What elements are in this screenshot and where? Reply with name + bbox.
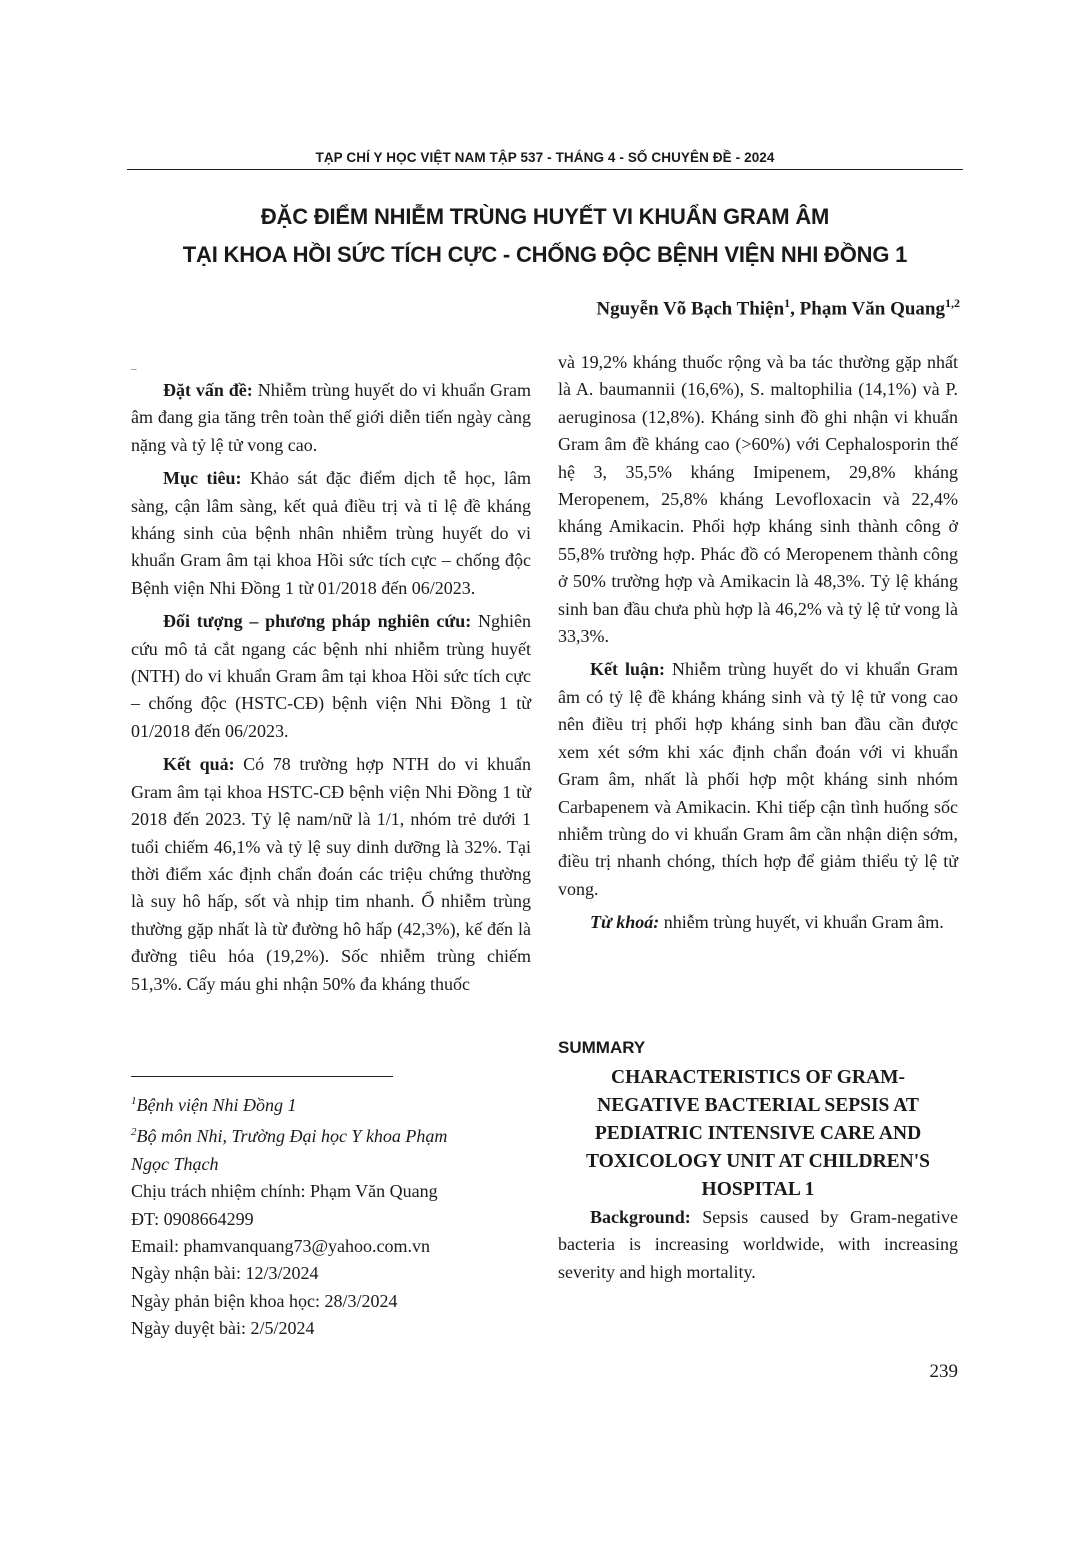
- footnote-rule: [131, 1076, 393, 1077]
- abstract-left-column: [131, 377, 531, 1004]
- abstract-objective: [131, 465, 531, 602]
- authors: [596, 296, 960, 320]
- affiliation-2: $^2$Bộ môn Nhi, Trường Đại học Y khoa Phạm: [131, 1126, 448, 1147]
- title-line-1: ĐẶC ĐIỂM NHIỄM TRÙNG HUYẾT VI KHUẨN GRAM ÂM: [260, 204, 830, 229]
- author-2-affiliation: 1,2: [945, 296, 960, 310]
- author-1: Nguyễn Võ Bạch Thiện: [596, 298, 785, 320]
- abstract-right-column: [558, 349, 958, 943]
- summary-background: [558, 1204, 958, 1286]
- methods-text: Nghiên cứu mô tả cắt ngang các bệnh nhi nhiễm trùng huyết (NTH) do vi khuẩn Gram âm tại khoa Hồi sức tích cực – chống độc (HSTC-CĐ) bệnh viện Nhi Đồng 1 từ 01/2018 đến 06/2023.: [131, 611, 531, 741]
- results-text-left: Có 78 trường hợp NTH do vi khuẩn Gram âm tại khoa HSTC-CĐ bệnh viện Nhi Đồng 1 từ 2018 đến 2023. Tỷ lệ nam/nữ là 1/1, nhóm trẻ dưới 1 tuổi chiếm 46,1% và tỷ lệ suy dinh dưỡng là 32%. Tại thời điểm xác định chẩn đoán các triệu chứng thường là suy hô hấp, sốt và nhịp tim nhanh. Ổ nhiễm trùng thường gặp nhất là từ đường hô hấp (42,3%), kế đến là đường tiêu hóa (19,2%). Sốc nhiễm trùng chiếm 51,3%. Cấy máu ghi nhận 50% đa kháng thuốc: [131, 754, 532, 994]
- abstract-results-continued: và 19,2% kháng thuốc rộng và ba tác thường gặp nhất là A. baumannii (16,6%), S. maltophilia (14,1%) và P. aeruginosa (12,8%). Kháng sinh đồ ghi nhận vi khuẩn Gram âm đề kháng cao (>60%) với Cephalosporin thế hệ 3, 35,5% kháng Imipenem, 29,8% kháng Meropenem, 25,8% kháng Levofloxacin và 22,4% kháng Amikacin. Phối hợp kháng sinh thành công ở 55,8% trường hợp. Phác đồ có Meropenem thành công ở 50% trường hợp và Amikacin là 48,3%. Tỷ lệ kháng sinh ban đầu chưa phù hợp là 46,2% và tỷ lệ tử vong là 33,3%.: [558, 352, 958, 647]
- summary-title-line-4: TOXICOLOGY UNIT AT CHILDREN'S: [585, 1151, 931, 1172]
- keywords-text: nhiễm trùng huyết, vi khuẩn Gram âm.: [659, 912, 944, 933]
- summary-body: [558, 1204, 958, 1286]
- conclusion-label: Kết luận:: [590, 659, 666, 680]
- methods-label: Đối tượng – phương pháp nghiên cứu:: [163, 611, 472, 632]
- abstract-dash: –: [131, 363, 137, 375]
- author-1-affiliation: 1: [784, 296, 791, 310]
- results-label: Kết quả:: [163, 754, 235, 775]
- page-number: 239: [929, 1361, 958, 1382]
- corresponding-author: Chịu trách nhiệm chính: Phạm Văn Quang: [131, 1181, 438, 1202]
- abstract-background: [131, 377, 531, 459]
- email: Email: phamvanquang73@yahoo.com.vn: [131, 1236, 431, 1257]
- author-separator: ,: [790, 298, 800, 320]
- objective-label: Mục tiêu:: [163, 468, 242, 489]
- summary-background-label: Background:: [590, 1207, 691, 1227]
- date-received: Ngày nhận bài: 12/3/2024: [131, 1263, 319, 1284]
- date-accepted: Ngày duyệt bài: 2/5/2024: [131, 1318, 315, 1339]
- summary-title-line-5: HOSPITAL 1: [701, 1179, 815, 1200]
- footnotes: [131, 1088, 536, 1343]
- summary-background-text: Sepsis caused by Gram-negative bacteria is increasing worldwide, with increasing severity and high mortality.: [558, 1207, 958, 1282]
- abstract-keywords: [558, 909, 958, 936]
- author-2: Phạm Văn Quang: [799, 298, 945, 320]
- date-reviewed: Ngày phản biện khoa học: 28/3/2024: [131, 1290, 398, 1311]
- article-title: [100, 198, 990, 274]
- running-head: TẠP CHÍ Y HỌC VIỆT NAM TẬP 537 - THÁNG 4 - SỐ CHUYÊN ĐỀ - 2024: [315, 150, 775, 165]
- title-line-2: TẠI KHOA HỒI SỨC TÍCH CỰC - CHỐNG ĐỘC BỆNH VIỆN NHI ĐỒNG 1: [182, 242, 908, 267]
- summary-title-line-1: CHARACTERISTICS OF GRAM-: [611, 1067, 905, 1088]
- affiliation-1: $^1$Bệnh viện Nhi Đồng 1: [131, 1095, 297, 1115]
- summary-title-line-2: NEGATIVE BACTERIAL SEPSIS AT: [597, 1095, 919, 1116]
- keywords-label: Từ khoá:: [590, 912, 660, 933]
- affiliation-2-continued: Ngọc Thạch: [131, 1153, 219, 1174]
- phone: ĐT: 0908664299: [131, 1208, 254, 1229]
- objective-text: Khảo sát đặc điểm dịch tễ học, lâm sàng, cận lâm sàng, kết quả điều trị và tỉ lệ đề kháng kháng sinh của bệnh nhân nhiễm trùng huyết do vi khuẩn Gram âm tại khoa Hồi sức tích cực – chống độc Bệnh viện Nhi Đồng 1 từ 01/2018 đến 06/2023.: [131, 468, 531, 598]
- background-text: Nhiễm trùng huyết do vi khuẩn Gram âm đang gia tăng trên toàn thế giới diễn tiến ngày càng nặng và tỷ lệ tử vong cao.: [131, 380, 532, 455]
- abstract-methods: [131, 608, 531, 745]
- abstract-results: [131, 751, 531, 998]
- header-rule: [127, 169, 963, 170]
- conclusion-text: Nhiễm trùng huyết do vi khuẩn Gram âm có tỷ lệ đề kháng kháng sinh và tỷ lệ tử vong cao nên điều trị phối hợp kháng sinh ban đầu cần được xem xét sớm khi xác định chẩn đoán với vi khuẩn Gram âm, nhất là phối hợp một kháng sinh nhóm Carbapenem và Amikacin. Khi tiếp cận tình huống sốc nhiễm trùng do vi khuẩn Gram âm cần nhận diện sớm, điều trị nhanh chóng, thích hợp để giảm thiểu tỷ lệ tử vong.: [558, 659, 958, 899]
- background-label: Đặt vấn đề:: [163, 380, 253, 400]
- abstract-conclusion: [558, 656, 958, 903]
- summary-title-line-3: PEDIATRIC INTENSIVE CARE AND: [594, 1123, 922, 1144]
- summary-heading: SUMMARY: [558, 1038, 646, 1057]
- summary-title: [558, 1064, 958, 1204]
